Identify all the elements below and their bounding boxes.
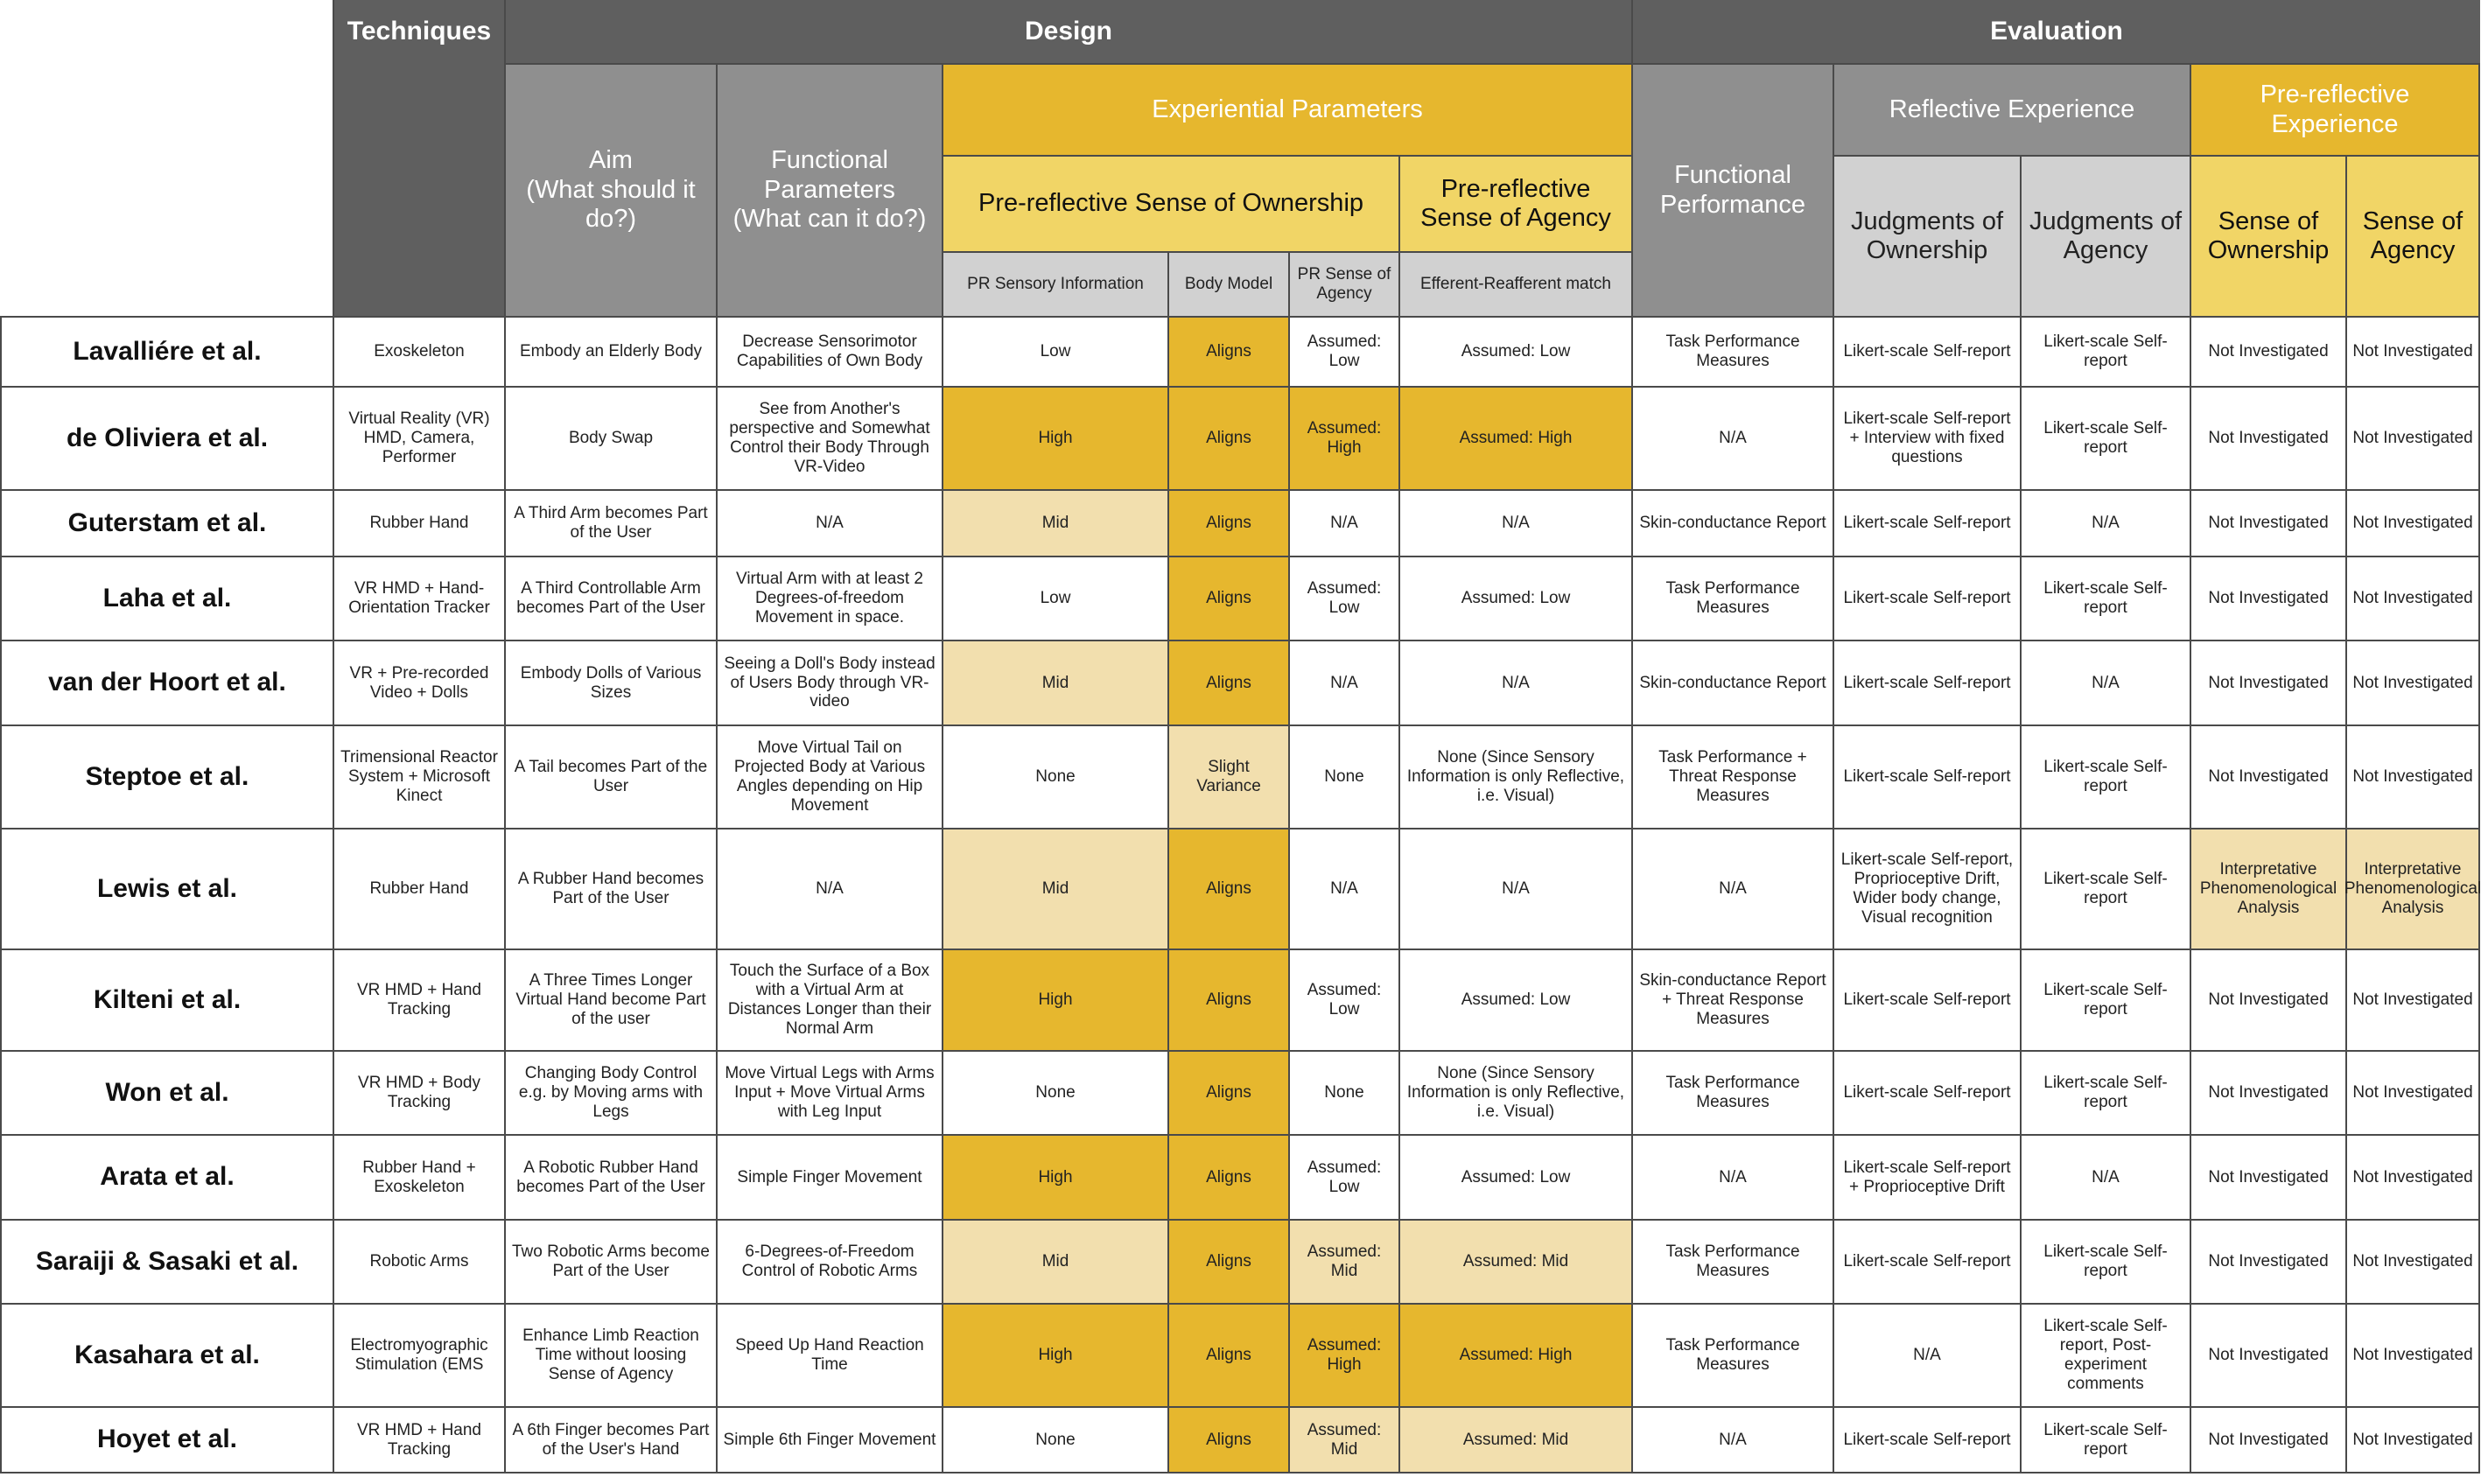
efferent-reafferent-cell: Assumed: High: [1398, 1303, 1631, 1406]
body-model-cell: Aligns: [1167, 1134, 1288, 1219]
aim-cell: A Three Times Longer Virtual Hand become Part of the user: [504, 948, 716, 1050]
sense-ownership-cell: Not Investigated: [2190, 1050, 2345, 1134]
functional-parameters-cell: Simple 6th Finger Movement: [716, 1406, 942, 1474]
efferent-reafferent-cell: N/A: [1398, 489, 1631, 556]
functional-performance-cell: Task Performance Measures: [1631, 556, 1833, 640]
study-name: Arata et al.: [0, 1134, 333, 1219]
judgments-ownership-cell: Likert-scale Self-report, Proprioceptive Drift, Wider body change, Visual recognition: [1833, 828, 2020, 948]
judgments-agency-cell: Likert-scale Self-report: [2020, 724, 2190, 828]
study-name: Lavalliére et al.: [0, 316, 333, 386]
functional-parameters-cell: Decrease Sensorimotor Capabilities of Own Body: [716, 316, 942, 386]
efferent-reafferent-cell: Assumed: Low: [1398, 556, 1631, 640]
functional-performance-cell: Task Performance Measures: [1631, 1303, 1833, 1406]
functional-parameters-cell: Simple Finger Movement: [716, 1134, 942, 1219]
technique-cell: Virtual Reality (VR) HMD, Camera, Performer: [333, 386, 504, 489]
technique-cell: Robotic Arms: [333, 1219, 504, 1303]
body-model-cell: Aligns: [1167, 1219, 1288, 1303]
judgments-agency-cell: Likert-scale Self-report: [2020, 316, 2190, 386]
header-pr-sense-ownership: Pre-reflective Sense of Ownership: [942, 155, 1398, 251]
judgments-ownership-cell: Likert-scale Self-report: [1833, 1406, 2020, 1474]
technique-cell: VR HMD + Body Tracking: [333, 1050, 504, 1134]
judgments-ownership-cell: Likert-scale Self-report: [1833, 1050, 2020, 1134]
corner-blank: [0, 0, 333, 316]
header-evaluation: Evaluation: [1631, 0, 2480, 63]
header-experiential-parameters: Experiential Parameters: [942, 63, 1631, 155]
header-functional-parameters: Functional Parameters (What can it do?): [716, 63, 942, 316]
sense-ownership-cell: Not Investigated: [2190, 316, 2345, 386]
pr-sensory-cell: Mid: [942, 489, 1167, 556]
sense-agency-cell: Not Investigated: [2345, 640, 2480, 724]
aim-cell: A Tail becomes Part of the User: [504, 724, 716, 828]
sense-agency-cell: Not Investigated: [2345, 386, 2480, 489]
technique-cell: Rubber Hand + Exoskeleton: [333, 1134, 504, 1219]
technique-cell: VR HMD + Hand-Orientation Tracker: [333, 556, 504, 640]
study-name: Saraiji & Sasaki et al.: [0, 1219, 333, 1303]
sense-agency-cell: Not Investigated: [2345, 489, 2480, 556]
header-pr-sensory-information: PR Sensory Information: [942, 251, 1167, 316]
header-aim: Aim (What should it do?): [504, 63, 716, 316]
sense-agency-cell: Not Investigated: [2345, 1406, 2480, 1474]
aim-cell: A Rubber Hand becomes Part of the User: [504, 828, 716, 948]
judgments-agency-cell: Likert-scale Self-report: [2020, 556, 2190, 640]
judgments-ownership-cell: Likert-scale Self-report: [1833, 724, 2020, 828]
functional-parameters-cell: See from Another's perspective and Somewhat Control their Body Through VR-Video: [716, 386, 942, 489]
header-pr-sense-of-agency: PR Sense of Agency: [1288, 251, 1398, 316]
study-name: de Oliviera et al.: [0, 386, 333, 489]
body-model-cell: Aligns: [1167, 386, 1288, 489]
pr-agency-cell: Assumed: Low: [1288, 556, 1398, 640]
header-pre-reflective-experience: Pre-reflective Experience: [2190, 63, 2480, 155]
functional-performance-cell: Skin-conductance Report + Threat Response Measures: [1631, 948, 1833, 1050]
aim-cell: A Third Controllable Arm becomes Part of the User: [504, 556, 716, 640]
header-sense-ownership: Sense of Ownership: [2190, 155, 2345, 316]
sense-ownership-cell: Interpretative Phenomenological Analysis: [2190, 828, 2345, 948]
header-sense-agency: Sense of Agency: [2345, 155, 2480, 316]
sense-agency-cell: Not Investigated: [2345, 1303, 2480, 1406]
pr-agency-cell: N/A: [1288, 489, 1398, 556]
pr-sensory-cell: Low: [942, 316, 1167, 386]
study-name: Laha et al.: [0, 556, 333, 640]
header-functional-performance: Functional Performance: [1631, 63, 1833, 316]
judgments-agency-cell: Likert-scale Self-report: [2020, 1219, 2190, 1303]
judgments-agency-cell: N/A: [2020, 1134, 2190, 1219]
efferent-reafferent-cell: Assumed: Low: [1398, 316, 1631, 386]
technique-cell: VR HMD + Hand Tracking: [333, 1406, 504, 1474]
functional-parameters-cell: Touch the Surface of a Box with a Virtual Arm at Distances Longer than their Normal Arm: [716, 948, 942, 1050]
sense-ownership-cell: Not Investigated: [2190, 556, 2345, 640]
sense-agency-cell: Not Investigated: [2345, 1134, 2480, 1219]
sense-ownership-cell: Not Investigated: [2190, 1303, 2345, 1406]
sense-agency-cell: Not Investigated: [2345, 948, 2480, 1050]
efferent-reafferent-cell: Assumed: High: [1398, 386, 1631, 489]
body-model-cell: Aligns: [1167, 556, 1288, 640]
pr-sensory-cell: Mid: [942, 828, 1167, 948]
pr-agency-cell: N/A: [1288, 640, 1398, 724]
functional-performance-cell: Task Performance Measures: [1631, 1219, 1833, 1303]
judgments-agency-cell: Likert-scale Self-report: [2020, 948, 2190, 1050]
pr-agency-cell: None: [1288, 1050, 1398, 1134]
efferent-reafferent-cell: N/A: [1398, 828, 1631, 948]
study-name: Hoyet et al.: [0, 1406, 333, 1474]
pr-sensory-cell: None: [942, 1406, 1167, 1474]
sense-ownership-cell: Not Investigated: [2190, 948, 2345, 1050]
judgments-ownership-cell: Likert-scale Self-report + Proprioceptive Drift: [1833, 1134, 2020, 1219]
pr-agency-cell: Assumed: Mid: [1288, 1406, 1398, 1474]
efferent-reafferent-cell: None (Since Sensory Information is only Reflective, i.e. Visual): [1398, 1050, 1631, 1134]
study-name: Guterstam et al.: [0, 489, 333, 556]
efferent-reafferent-cell: None (Since Sensory Information is only Reflective, i.e. Visual): [1398, 724, 1631, 828]
pr-sensory-cell: High: [942, 1303, 1167, 1406]
sense-ownership-cell: Not Investigated: [2190, 1406, 2345, 1474]
efferent-reafferent-cell: Assumed: Mid: [1398, 1219, 1631, 1303]
pr-agency-cell: N/A: [1288, 828, 1398, 948]
judgments-ownership-cell: Likert-scale Self-report + Interview with fixed questions: [1833, 386, 2020, 489]
judgments-agency-cell: Likert-scale Self-report: [2020, 1050, 2190, 1134]
functional-performance-cell: Skin-conductance Report: [1631, 640, 1833, 724]
sense-ownership-cell: Not Investigated: [2190, 489, 2345, 556]
body-model-cell: Aligns: [1167, 948, 1288, 1050]
judgments-agency-cell: Likert-scale Self-report, Post-experiment comments: [2020, 1303, 2190, 1406]
pr-sensory-cell: High: [942, 948, 1167, 1050]
judgments-ownership-cell: Likert-scale Self-report: [1833, 1219, 2020, 1303]
pr-agency-cell: Assumed: Low: [1288, 1134, 1398, 1219]
functional-performance-cell: N/A: [1631, 386, 1833, 489]
efferent-reafferent-cell: Assumed: Low: [1398, 948, 1631, 1050]
header-techniques: Techniques: [333, 0, 504, 63]
judgments-agency-cell: Likert-scale Self-report: [2020, 1406, 2190, 1474]
functional-performance-cell: N/A: [1631, 828, 1833, 948]
efferent-reafferent-cell: Assumed: Low: [1398, 1134, 1631, 1219]
body-model-cell: Aligns: [1167, 316, 1288, 386]
functional-performance-cell: N/A: [1631, 1406, 1833, 1474]
judgments-ownership-cell: Likert-scale Self-report: [1833, 316, 2020, 386]
sense-agency-cell: Not Investigated: [2345, 316, 2480, 386]
functional-performance-cell: N/A: [1631, 1134, 1833, 1219]
study-name: Won et al.: [0, 1050, 333, 1134]
sense-ownership-cell: Not Investigated: [2190, 386, 2345, 489]
functional-parameters-cell: N/A: [716, 828, 942, 948]
body-model-cell: Aligns: [1167, 1303, 1288, 1406]
judgments-agency-cell: Likert-scale Self-report: [2020, 386, 2190, 489]
sense-agency-cell: Not Investigated: [2345, 724, 2480, 828]
pr-agency-cell: Assumed: High: [1288, 1303, 1398, 1406]
functional-performance-cell: Task Performance Measures: [1631, 1050, 1833, 1134]
pr-sensory-cell: Mid: [942, 640, 1167, 724]
aim-cell: A Robotic Rubber Hand becomes Part of the User: [504, 1134, 716, 1219]
technique-cell: Rubber Hand: [333, 828, 504, 948]
judgments-agency-cell: Likert-scale Self-report: [2020, 828, 2190, 948]
pr-agency-cell: Assumed: Low: [1288, 948, 1398, 1050]
judgments-ownership-cell: Likert-scale Self-report: [1833, 556, 2020, 640]
judgments-ownership-cell: Likert-scale Self-report: [1833, 948, 2020, 1050]
sense-agency-cell: Not Investigated: [2345, 1050, 2480, 1134]
header-reflective-experience: Reflective Experience: [1833, 63, 2190, 155]
sense-ownership-cell: Not Investigated: [2190, 640, 2345, 724]
sense-ownership-cell: Not Investigated: [2190, 1219, 2345, 1303]
header-pr-sense-agency: Pre-reflective Sense of Agency: [1398, 155, 1631, 251]
aim-cell: Embody Dolls of Various Sizes: [504, 640, 716, 724]
aim-cell: Enhance Limb Reaction Time without loosing Sense of Agency: [504, 1303, 716, 1406]
sense-ownership-cell: Not Investigated: [2190, 724, 2345, 828]
technique-cell: VR HMD + Hand Tracking: [333, 948, 504, 1050]
pr-agency-cell: None: [1288, 724, 1398, 828]
efferent-reafferent-cell: N/A: [1398, 640, 1631, 724]
body-model-cell: Aligns: [1167, 1406, 1288, 1474]
header-judgments-agency: Judgments of Agency: [2020, 155, 2190, 316]
study-name: Steptoe et al.: [0, 724, 333, 828]
sense-agency-cell: Interpretative Phenomenological Analysis: [2345, 828, 2480, 948]
functional-performance-cell: Task Performance Measures: [1631, 316, 1833, 386]
body-model-cell: Aligns: [1167, 489, 1288, 556]
pr-sensory-cell: High: [942, 1134, 1167, 1219]
body-model-cell: Slight Variance: [1167, 724, 1288, 828]
pr-sensory-cell: Low: [942, 556, 1167, 640]
technique-cell: VR + Pre-recorded Video + Dolls: [333, 640, 504, 724]
header-body-model: Body Model: [1167, 251, 1288, 316]
functional-parameters-cell: Move Virtual Legs with Arms Input + Move Virtual Arms with Leg Input: [716, 1050, 942, 1134]
aim-cell: Two Robotic Arms become Part of the User: [504, 1219, 716, 1303]
technique-cell: Rubber Hand: [333, 489, 504, 556]
judgments-ownership-cell: Likert-scale Self-report: [1833, 489, 2020, 556]
functional-parameters-cell: 6-Degrees-of-Freedom Control of Robotic Arms: [716, 1219, 942, 1303]
pr-sensory-cell: High: [942, 386, 1167, 489]
techniques-header-body: [333, 63, 504, 316]
aim-cell: Changing Body Control e.g. by Moving arms with Legs: [504, 1050, 716, 1134]
study-name: Lewis et al.: [0, 828, 333, 948]
functional-parameters-cell: N/A: [716, 489, 942, 556]
body-model-cell: Aligns: [1167, 1050, 1288, 1134]
header-judgments-ownership: Judgments of Ownership: [1833, 155, 2020, 316]
study-name: van der Hoort et al.: [0, 640, 333, 724]
functional-parameters-cell: Move Virtual Tail on Projected Body at Various Angles depending on Hip Movement: [716, 724, 942, 828]
technique-cell: Trimensional Reactor System + Microsoft Kinect: [333, 724, 504, 828]
functional-parameters-cell: Virtual Arm with at least 2 Degrees-of-freedom Movement in space.: [716, 556, 942, 640]
sense-agency-cell: Not Investigated: [2345, 556, 2480, 640]
sense-agency-cell: Not Investigated: [2345, 1219, 2480, 1303]
aim-cell: A Third Arm becomes Part of the User: [504, 489, 716, 556]
functional-parameters-cell: Speed Up Hand Reaction Time: [716, 1303, 942, 1406]
study-name: Kasahara et al.: [0, 1303, 333, 1406]
header-design: Design: [504, 0, 1631, 63]
judgments-ownership-cell: Likert-scale Self-report: [1833, 640, 2020, 724]
pr-agency-cell: Assumed: High: [1288, 386, 1398, 489]
functional-performance-cell: Task Performance + Threat Response Measures: [1631, 724, 1833, 828]
judgments-agency-cell: N/A: [2020, 489, 2190, 556]
sense-ownership-cell: Not Investigated: [2190, 1134, 2345, 1219]
functional-parameters-cell: Seeing a Doll's Body instead of Users Body through VR-video: [716, 640, 942, 724]
aim-cell: Embody an Elderly Body: [504, 316, 716, 386]
judgments-agency-cell: N/A: [2020, 640, 2190, 724]
pr-sensory-cell: Mid: [942, 1219, 1167, 1303]
pr-sensory-cell: None: [942, 1050, 1167, 1134]
body-model-cell: Aligns: [1167, 828, 1288, 948]
technique-cell: Electromyographic Stimulation (EMS: [333, 1303, 504, 1406]
study-name: Kilteni et al.: [0, 948, 333, 1050]
efferent-reafferent-cell: Assumed: Mid: [1398, 1406, 1631, 1474]
aim-cell: Body Swap: [504, 386, 716, 489]
body-model-cell: Aligns: [1167, 640, 1288, 724]
pr-agency-cell: Assumed: Low: [1288, 316, 1398, 386]
technique-cell: Exoskeleton: [333, 316, 504, 386]
pr-agency-cell: Assumed: Mid: [1288, 1219, 1398, 1303]
header-efferent-reafferent: Efferent-Reafferent match: [1398, 251, 1631, 316]
judgments-ownership-cell: N/A: [1833, 1303, 2020, 1406]
aim-cell: A 6th Finger becomes Part of the User's Hand: [504, 1406, 716, 1474]
pr-sensory-cell: None: [942, 724, 1167, 828]
functional-performance-cell: Skin-conductance Report: [1631, 489, 1833, 556]
